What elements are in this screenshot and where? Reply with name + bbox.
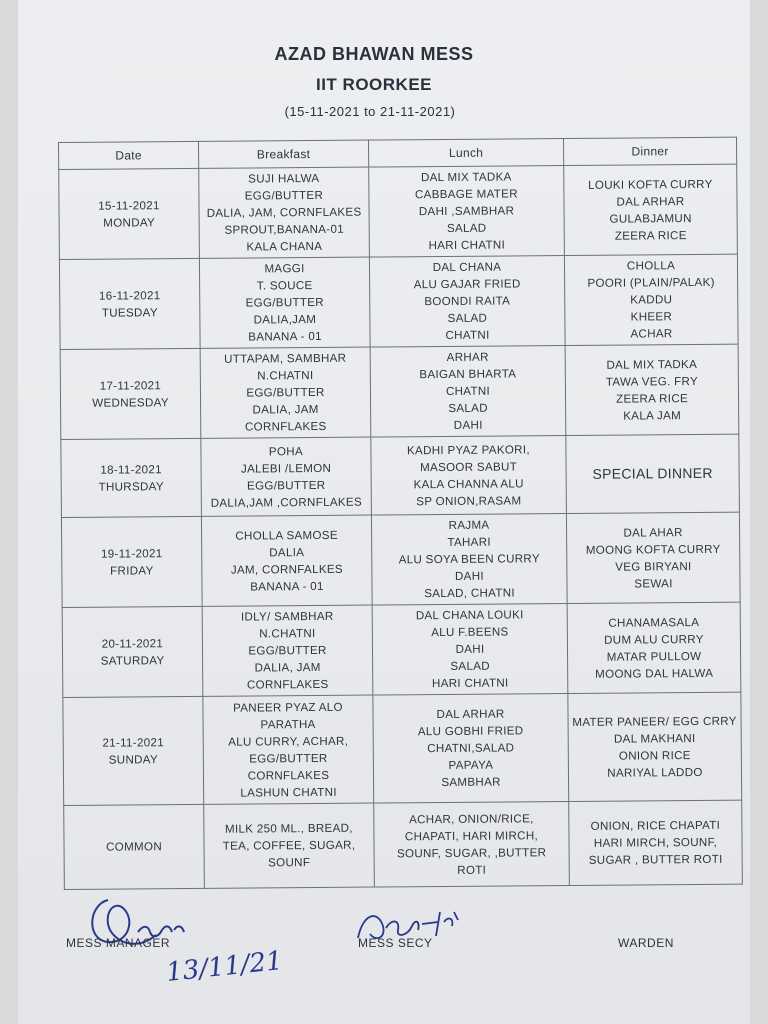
lunch-item: SALAD [447,311,488,325]
table-row [63,692,742,805]
date-item: MONDAY [103,215,156,230]
breakfast-item: PANEER PYAZ ALO [233,700,343,715]
dinner-item: KADDU [630,293,673,307]
lunch-cell [371,514,567,606]
lunch-item: SAMBHAR [441,775,501,790]
lunch-item: SALAD [448,401,488,415]
date-cell [64,804,205,889]
dinner-item: CHANAMASALA [608,615,700,630]
lunch-cell [372,604,568,696]
table-row [59,254,738,349]
lunch-item: ROTI [457,863,487,877]
dinner-cell [565,344,739,435]
lunch-item: ALU GOBHI FRIED [417,724,524,739]
table-row [59,164,738,259]
breakfast-item: DALIA [269,545,305,559]
date-item: 16-11-2021 [98,288,161,303]
date-cell [60,348,201,439]
breakfast-item: IDLY/ SAMBHAR [240,609,334,624]
dinner-item: ACHAR [630,327,673,341]
dinner-column-header: Dinner [563,137,736,165]
date-cell [62,606,203,697]
breakfast-item: EGG/BUTTER [246,385,325,400]
date-item: 20-11-2021 [101,636,164,651]
mess-title: AZAD BHAWAN MESS [274,44,474,64]
breakfast-item: T. SOUCE [256,279,313,293]
date-item: SATURDAY [100,653,165,668]
lunch-item: DAHI [453,418,483,432]
dinner-cell [564,164,738,255]
breakfast-item: PARATHA [260,717,316,731]
dinner-item: TAWA VEG. FRY [605,374,699,389]
dinner-item: MOONG KOFTA CURRY [585,542,721,557]
breakfast-item: EGG/BUTTER [248,643,327,658]
dinner-cell [569,800,743,885]
dinner-item: ONION RICE [618,748,691,763]
dinner-item: DAL ARHAR [616,194,685,209]
dinner-item: SPECIAL DINNER [592,464,713,482]
lunch-item: ALU SOYA BEEN CURRY [398,552,540,567]
weekly-menu-table [58,137,743,890]
date-cell [61,516,202,607]
dinner-item: MATAR PULLOW [606,649,702,664]
dinner-item: LOUKI KOFTA CURRY [588,177,713,192]
dinner-cell [568,692,742,801]
date-item: FRIDAY [110,563,154,578]
lunch-cell [373,694,569,804]
lunch-item: MASOOR SABUT [419,459,518,474]
dinner-cell [567,602,741,693]
breakfast-item: CORNFLAKES [247,768,330,783]
date-item: 21-11-2021 [102,735,164,750]
breakfast-item: LASHUN CHATNI [240,785,337,800]
date-item: 17-11-2021 [99,378,162,393]
breakfast-cell [199,257,370,348]
dinner-item: ZEERA RICE [614,228,687,243]
breakfast-item: EGG/BUTTER [249,751,328,766]
breakfast-item: CORNFLAKES [244,419,327,434]
lunch-item: DAL CHANA [432,260,502,275]
lunch-item: BAIGAN BHARTA [419,367,517,382]
lunch-item: SALAD [446,221,487,235]
dinner-item: HARI MIRCH, SOUNF, [593,835,718,850]
lunch-item: PAPAYA [448,758,494,772]
institute-name: IIT ROORKEE [315,75,432,94]
dinner-item: DAL MAKHANI [613,731,696,746]
breakfast-item: JAM, CORNFALKES [230,562,343,577]
breakfast-item: N.CHATNI [257,369,314,383]
menu-period: (15-11-2021 to 21-11-2021) [284,104,456,119]
dinner-cell [564,254,738,345]
date-cell [61,438,202,517]
breakfast-cell [202,605,373,696]
breakfast-cell [201,437,372,516]
lunch-item: DAHI [455,642,485,656]
breakfast-item: CHOLLA SAMOSE [235,528,338,543]
dinner-item: DUM ALU CURRY [604,632,704,647]
date-cell [59,258,200,349]
dinner-item: CHOLLA [626,259,676,273]
dinner-item: DAL AHAR [623,525,683,540]
lunch-item: HARI CHATNI [428,238,506,253]
breakfast-item: EGG/BUTTER [245,295,325,310]
lunch-item: CHATNI [445,328,490,342]
date-item: TUESDAY [101,305,158,320]
lunch-item: SALAD [450,659,490,673]
dinner-item: KHEER [630,310,673,324]
dinner-item: SEWAI [634,576,673,590]
table-row [61,434,740,517]
date-column-header: Date [59,141,199,169]
date-item: 19-11-2021 [100,546,163,561]
lunch-item: ALU GAJAR FRIED [413,277,521,292]
lunch-item: DAHI ,SAMBHAR [418,204,515,219]
lunch-cell [371,436,567,516]
lunch-item: SP ONION,RASAM [416,493,522,508]
breakfast-item: SOUNF [268,856,311,870]
dinner-item: GULABJAMUN [609,211,692,226]
lunch-cell [369,256,565,348]
dinner-item: MATER PANEER/ EGG CRRY [572,714,737,729]
lunch-item: ACHAR, ONION/RICE, [408,811,534,826]
dinner-item: ZEERA RICE [616,391,689,406]
lunch-item: ALU F.BEENS [431,625,509,640]
breakfast-item: BANANA - 01 [248,329,322,344]
breakfast-item: EGG/BUTTER [246,478,326,493]
date-item: WEDNESDAY [92,395,169,410]
breakfast-item: BANANA - 01 [250,579,324,594]
table-row [60,344,739,439]
mess-manager-label: MESS MANAGER [66,936,171,950]
dinner-item: SUGAR , BUTTER ROTI [588,852,723,867]
dinner-item: MOONG DAL HALWA [595,666,714,681]
table-row [64,800,743,889]
table-row [62,602,741,697]
lunch-item: KADHI PYAZ PAKORI, [406,442,530,457]
dinner-item: KALA JAM [623,408,682,423]
breakfast-item: UTTAPAM, SAMBHAR [224,351,347,366]
mess-secy-label: MESS SECY [358,936,433,950]
breakfast-item: SPROUT,BANANA-01 [224,222,344,237]
date-item: COMMON [106,840,163,854]
date-item: 18-11-2021 [100,462,162,477]
lunch-cell [370,346,566,438]
lunch-item: DAL MIX TADKA [420,170,512,185]
breakfast-item: TEA, COFFEE, SUGAR, [222,838,356,853]
date-cell [63,696,204,805]
breakfast-item: ALU CURRY, ACHAR, [228,734,349,749]
breakfast-item: SUJI HALWA [248,171,320,186]
menu-sheet [18,0,750,1024]
lunch-item: CHAPATI, HARI MIRCH, [404,828,539,843]
lunch-item: BOONDI RAITA [424,294,511,309]
date-item: THURSDAY [98,479,164,494]
lunch-column-header: Lunch [368,139,563,168]
breakfast-item: N.CHATNI [259,626,316,641]
dinner-cell [566,512,740,603]
dinner-item: ONION, RICE CHAPATI [590,818,721,833]
lunch-item: CHATNI,SALAD [427,741,515,756]
lunch-item: CHATNI [445,384,491,398]
lunch-item: HARI CHATNI [431,676,509,691]
lunch-item: CABBAGE MATER [414,187,518,202]
lunch-item: SALAD, CHATNI [424,586,515,601]
table-row [61,512,740,607]
lunch-cell [369,166,565,258]
date-cell [59,168,200,259]
lunch-item: RAJMA [448,518,490,532]
breakfast-cell [203,695,374,804]
breakfast-item: DALIA,JAM ,CORNFLAKES [210,495,363,510]
breakfast-item: DALIA, JAM [252,402,319,417]
lunch-item: KALA CHANNA ALU [413,476,524,491]
lunch-item: DAL ARHAR [436,707,505,722]
breakfast-item: KALA CHANA [246,239,323,254]
breakfast-item: JALEBI /LEMON [240,461,332,476]
breakfast-item: POHA [268,444,304,458]
breakfast-cell [201,515,372,606]
lunch-item: SOUNF, SUGAR, ,BUTTER [396,845,547,860]
warden-label: WARDEN [618,936,674,950]
breakfast-item: DALIA, JAM, CORNFLAKES [206,205,362,220]
dinner-item: NARIYAL LADDO [607,765,703,780]
dinner-item: POORI (PLAIN/PALAK) [587,275,715,290]
dinner-item: DAL MIX TADKA [606,357,698,372]
breakfast-item: MILK 250 ML., BREAD, [224,821,353,836]
breakfast-item: DALIA, JAM [254,660,321,675]
breakfast-item: CORNFLAKES [246,677,329,692]
lunch-item: DAL CHANA LOUKI [415,608,524,623]
lunch-item: DAHI [454,569,484,583]
lunch-item: TAHARI [447,535,491,549]
lunch-cell [374,802,570,888]
breakfast-cell [199,167,370,258]
date-item: SUNDAY [108,752,159,767]
lunch-item: ARHAR [446,350,489,364]
dinner-item: VEG BIRYANI [615,559,692,574]
date-item: 15-11-2021 [98,198,160,213]
breakfast-item: EGG/BUTTER [244,188,324,203]
manager-sign-date: 13/11/21 [164,945,285,989]
breakfast-column-header: Breakfast [198,140,368,168]
dinner-cell [566,434,740,513]
menu-body [59,164,743,889]
breakfast-cell [200,347,371,438]
breakfast-item: DALIA,JAM [253,312,317,327]
breakfast-item: MAGGI [264,262,305,276]
breakfast-cell [204,803,375,888]
